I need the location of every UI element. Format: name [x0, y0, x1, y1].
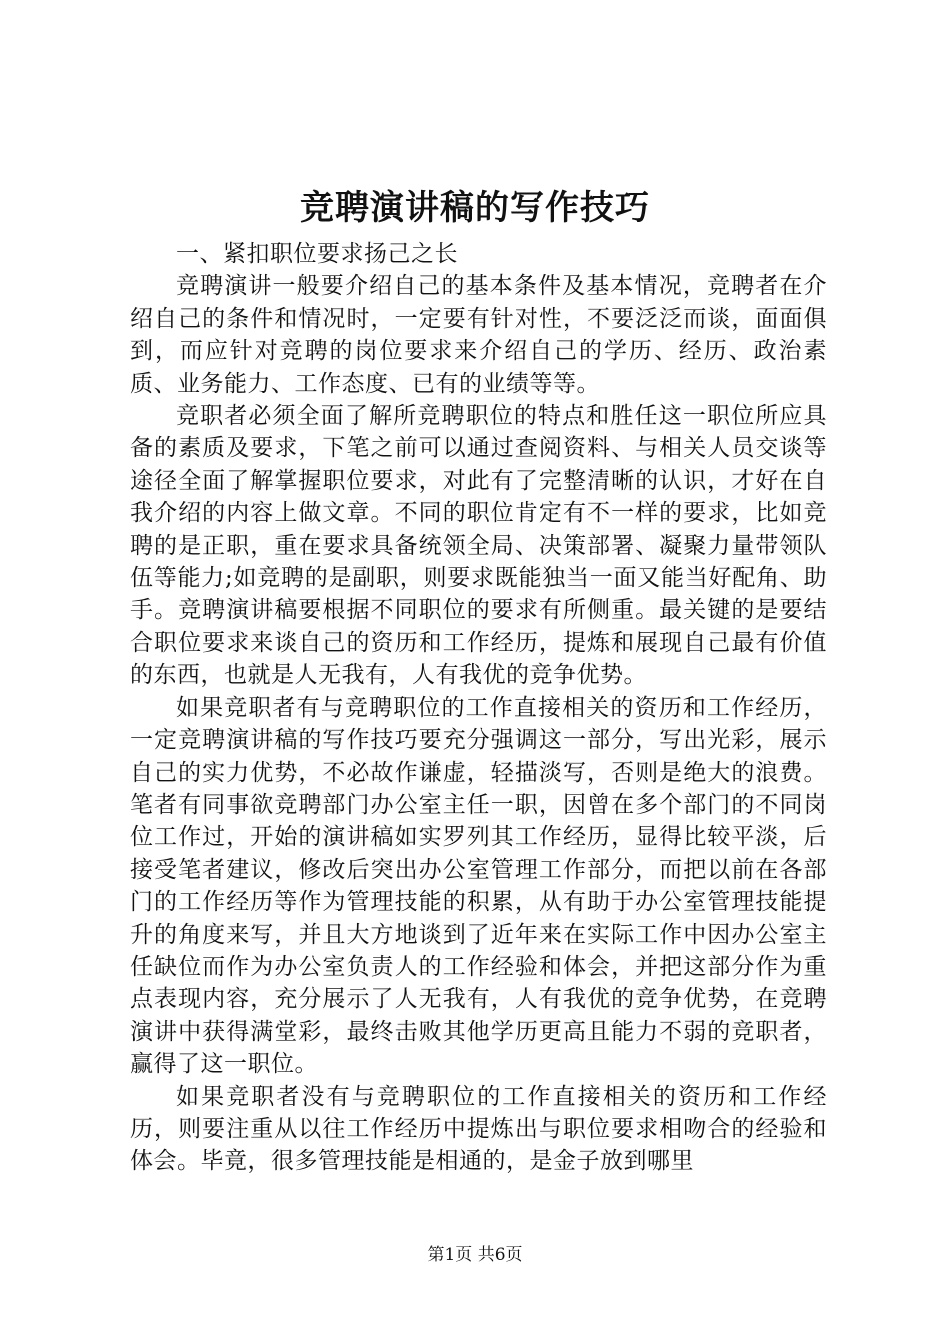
paragraph: 如果竞职者没有与竞聘职位的工作直接相关的资历和工作经历，则要注重从以往工作经历中提炼出与职位要求相吻合的经验和体会。毕竟，很多管理技能是相通的，是金子放到哪里	[130, 1083, 827, 1175]
document-title: 竞聘演讲稿的写作技巧	[300, 188, 650, 228]
section-heading: 一、紧扣职位要求扬己之长	[176, 241, 458, 267]
document-body	[130, 238, 827, 1178]
paragraph: 如果竞职者有与竞聘职位的工作直接相关的资历和工作经历，一定竞聘演讲稿的写作技巧要充分强调这一部分，写出光彩，展示自己的实力优势，不必故作谦虚，轻描淡写，否则是绝大的浪费。笔者有同事欲竞聘部门办公室主任一职，因曾在多个部门的不同岗位工作过，开始的演讲稿如实罗列其工作经历，显得比较平淡，后接受笔者建议，修改后突出办公室管理工作部分，而把以前在各部门的工作经历等作为管理技能的积累，从有助于办公室管理技能提升的角度来写，并且大方地谈到了近年来在实际工作中因办公室主任缺位而作为办公室负责人的工作经验和体会，并把这部分作为重点表现内容，充分展示了人无我有，人有我优的竞争优势，在竞聘演讲中获得满堂彩，最终击败其他学历更高且能力不弱的竞职者，赢得了这一职位。	[130, 694, 827, 1078]
paragraph: 竞职者必须全面了解所竞聘职位的特点和胜任这一职位所应具备的素质及要求，下笔之前可以通过查阅资料、与相关人员交谈等途径全面了解掌握职位要求，对此有了完整清晰的认识，才好在自我介绍的内容上做文章。不同的职位肯定有不一样的要求，比如竞聘的是正职，重在要求具备统领全局、决策部署、凝聚力量带领队伍等能力;如竞聘的是副职，则要求既能独当一面又能当好配角、助手。竞聘演讲稿要根据不同职位的要求有所侧重。最关键的是要结合职位要求来谈自己的资历和工作经历，提炼和展现自己最有价值的东西，也就是人无我有，人有我优的竞争优势。	[130, 403, 827, 689]
paragraph: 竞聘演讲一般要介绍自己的基本条件及基本情况，竞聘者在介绍自己的条件和情况时，一定要有针对性，不要泛泛而谈，面面俱到，而应针对竞聘的岗位要求来介绍自己的学历、经历、政治素质、业务能力、工作态度、已有的业绩等等。	[130, 273, 827, 397]
page-number-footer: 第1页 共6页	[427, 1245, 523, 1265]
